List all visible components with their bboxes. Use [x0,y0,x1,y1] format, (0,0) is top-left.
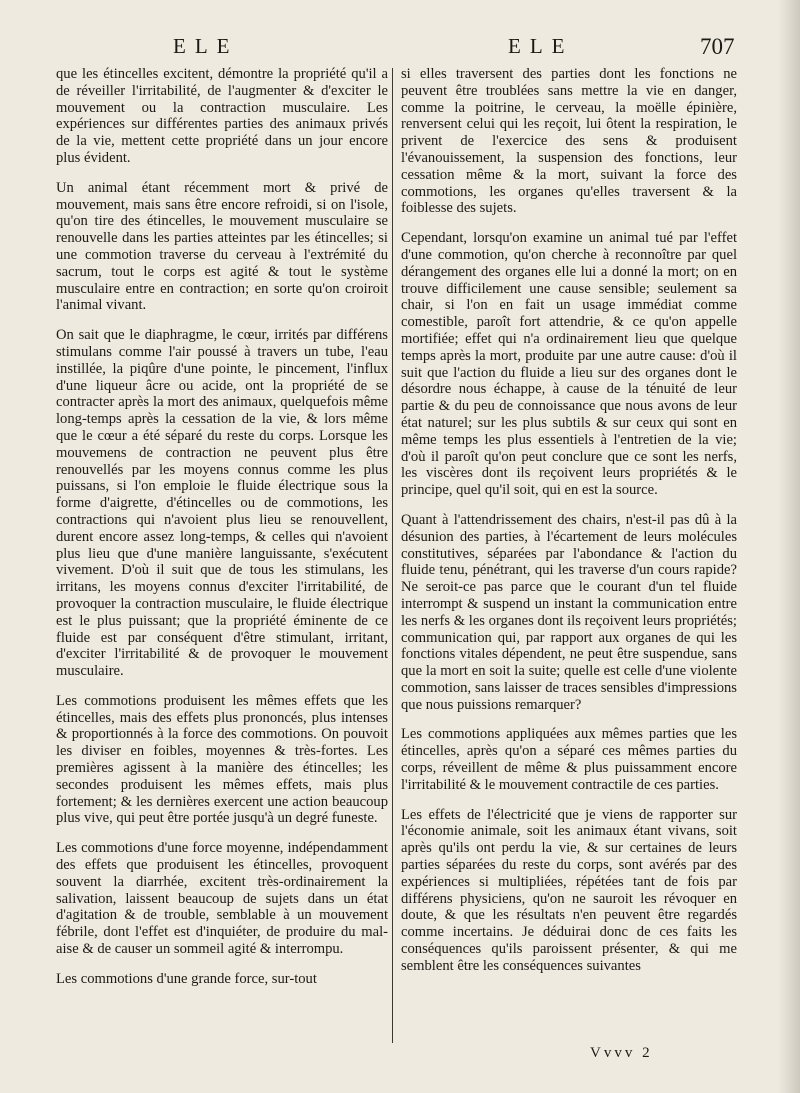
left-paragraph-4: Les commotions produisent les mêmes effets que les étincelles, mais des effets plus prononcés, plus intenses & proportionnés à la force des commotions. On pouvoit les diviser en foibles, moyennes & très-fortes. Les premières agissent à la manière des étincelles; les secondes produisent les mêmes effets, mais plus fortement; & les dernières exercent une action beaucoup plus vive, qui peut être portée jusqu'à un degré funeste. [56,692,388,827]
right-paragraph-1: si elles traversent des parties dont les fonctions ne peuvent être troublées sans mettre la vie en danger, comme la poitrine, le cerveau, la moëlle épinière, renversent celui qui les reçoit, lui ôtent la respiration, le privent de l'exercice des sens & produisent l'évanouissement, la suspension des fonctions, leur cessation même & la mort, suivant la force des commotions, les organes qu'elles traversent & la foiblesse des sujets. [401,66,737,217]
right-column [401,66,737,988]
column-divider [392,68,393,1043]
left-paragraph-3: On sait que le diaphragme, le cœur, irrités par différens stimulans comme l'air poussé à travers un tube, l'eau instillée, la piqûre d'une pointe, le pincement, l'influx d'une liqueur âcre ou acide, ont la propriété de se contracter après la mort des animaux, quelquefois même long-temps après la cessation de la vie, & lors même que le cœur a été séparé du reste du corps. Lorsque les mouvemens de contraction ne peuvent plus être renouvellés par les moyens connus comme les plus puissans, si l'on emploie le fluide électrique sous la forme d'aigrette, d'étincelles ou de commotions, les contractions qui n'avoient plus lieu se renouvellent, durent encore assez long-temps, & celles qui n'avoient plus lieu que d'une manière languissante, s'exécutent vivement. D'où il suit que de tous les stimulans, les irritans, les moyens connus d'exciter l'irritabilité, de provoquer la contraction musculaire, le fluide électrique est le plus puissant; que la propriété éminente de ce fluide est par conséquent d'être stimulant, irritant, d'exciter l'irritabilité & de provoquer le mouvement musculaire. [56,327,388,680]
signature-mark: Vvvv 2 [590,1045,653,1061]
right-paragraph-4: Les commotions appliquées aux mêmes parties que les étincelles, après qu'on a séparé ces mêmes parties du corps, réveillent de même & plus puissamment encore l'irritabilité & le mouvement contractile de ces parties. [401,726,737,793]
page-number: 707 [700,34,735,59]
right-paragraph-2: Cependant, lorsqu'on examine un animal tué par l'effet d'une commotion, qu'on cherche à reconnoître par quel dérangement des organes elle lui a donné la mort; on en trouve difficilement une cause sensible; seulement sa chair, si l'on en fait un usage immédiat comme comestible, paroît fort attendrie, & ce qu'on appelle mortifiée; effet qui n'a ordinairement lieu que quelque temps après la mort, produite par une autre cause: d'où il suit que l'action du fluide a lieu sur des organes dont le désordre nous échappe, à cause de la ténuité de leur partie & du peu de connoissance que nous avons de leur état naturel; sur les plus subtils & sur ceux qui sont en même temps les plus essentiels à l'entretien de la vie; d'où il paroît qu'on peut conclure que ce sont les nerfs, les viscères dont ils reçoivent leurs propriétés & le principe, quel qu'il soit, qui en est la source. [401,230,737,499]
left-paragraph-6: Les commotions d'une grande force, sur-tout [56,970,317,987]
left-paragraph-5: Les commotions d'une force moyenne, indépendamment des effets que produisent les étincelles, provoquent souvent la diarrhée, excitent très-ordinairement la salivation, laissent beaucoup de sujets dans un état d'agitation & de trouble, semblable à un mouvement fébrile, dont l'effet est d'inquiéter, de produire du mal-aise & de causer un sommeil agité & interrompu. [56,840,388,958]
left-paragraph-2: Un animal étant récemment mort & privé de mouvement, mais sans être encore refroidi, si on l'isole, qu'on tire des étincelles, le mouvement musculaire se renouvelle dans les parties atteintes par les étincelles; si une commotion traverse du cerveau à l'extrémité du sacrum, tout le corps est agité & tout le système musculaire entre en contraction; en sorte qu'on croiroit l'animal vivant. [56,179,388,314]
running-header [0,34,800,64]
header-left-word: ELE [173,34,239,58]
page-edge-shadow [778,0,800,1093]
left-paragraph-1: que les étincelles excitent, démontre la propriété qu'il a de réveiller l'irritabilité, de l'augmenter & d'exciter le mouvement ou la contraction musculaire. Les expériences sur différentes parties des animaux privés de la vie, mettent cette propriété dans un jour encore plus évident. [56,66,388,166]
header-right-word: ELE [508,34,574,58]
right-paragraph-5: Les effets de l'électricité que je viens de rapporter sur l'économie animale, soit les animaux étant vivans, soit après qu'ils ont perdu la vie, & sur certaines de leurs parties séparées du reste du corps, sont avérés par des expériences si multipliées, répétées tant de fois par différens physiciens, qu'on ne sauroit les révoquer en doute, & que les résultats n'en peuvent être regardés comme incertains. Je déduirai donc de ces faits les conséquences qu'ils paroissent présenter, & qui me semblent être les conséquences suivantes [401,806,737,974]
left-column [56,66,388,1001]
right-paragraph-3: Quant à l'attendrissement des chairs, n'est-il pas dû à la désunion des parties, à l'écartement de leurs molécules constitutives, séparées par l'abondance & l'action du fluide tenu, pénétrant, qui les traverse d'un cours rapide? Ne seroit-ce pas parce que le courant d'un tel fluide interrompt & suspend un instant la communication entre les nerfs & les organes dont ils reçoivent leurs propriétés; communication qui, par rapport aux organes de qui les fonctions vitales dépendent, ne peut être suspendue, sans que la mort en soit la suite; quelle est celle d'une violente commotion, sans laisser de traces sensibles d'impressions que nous puissions remarquer? [401,511,737,713]
